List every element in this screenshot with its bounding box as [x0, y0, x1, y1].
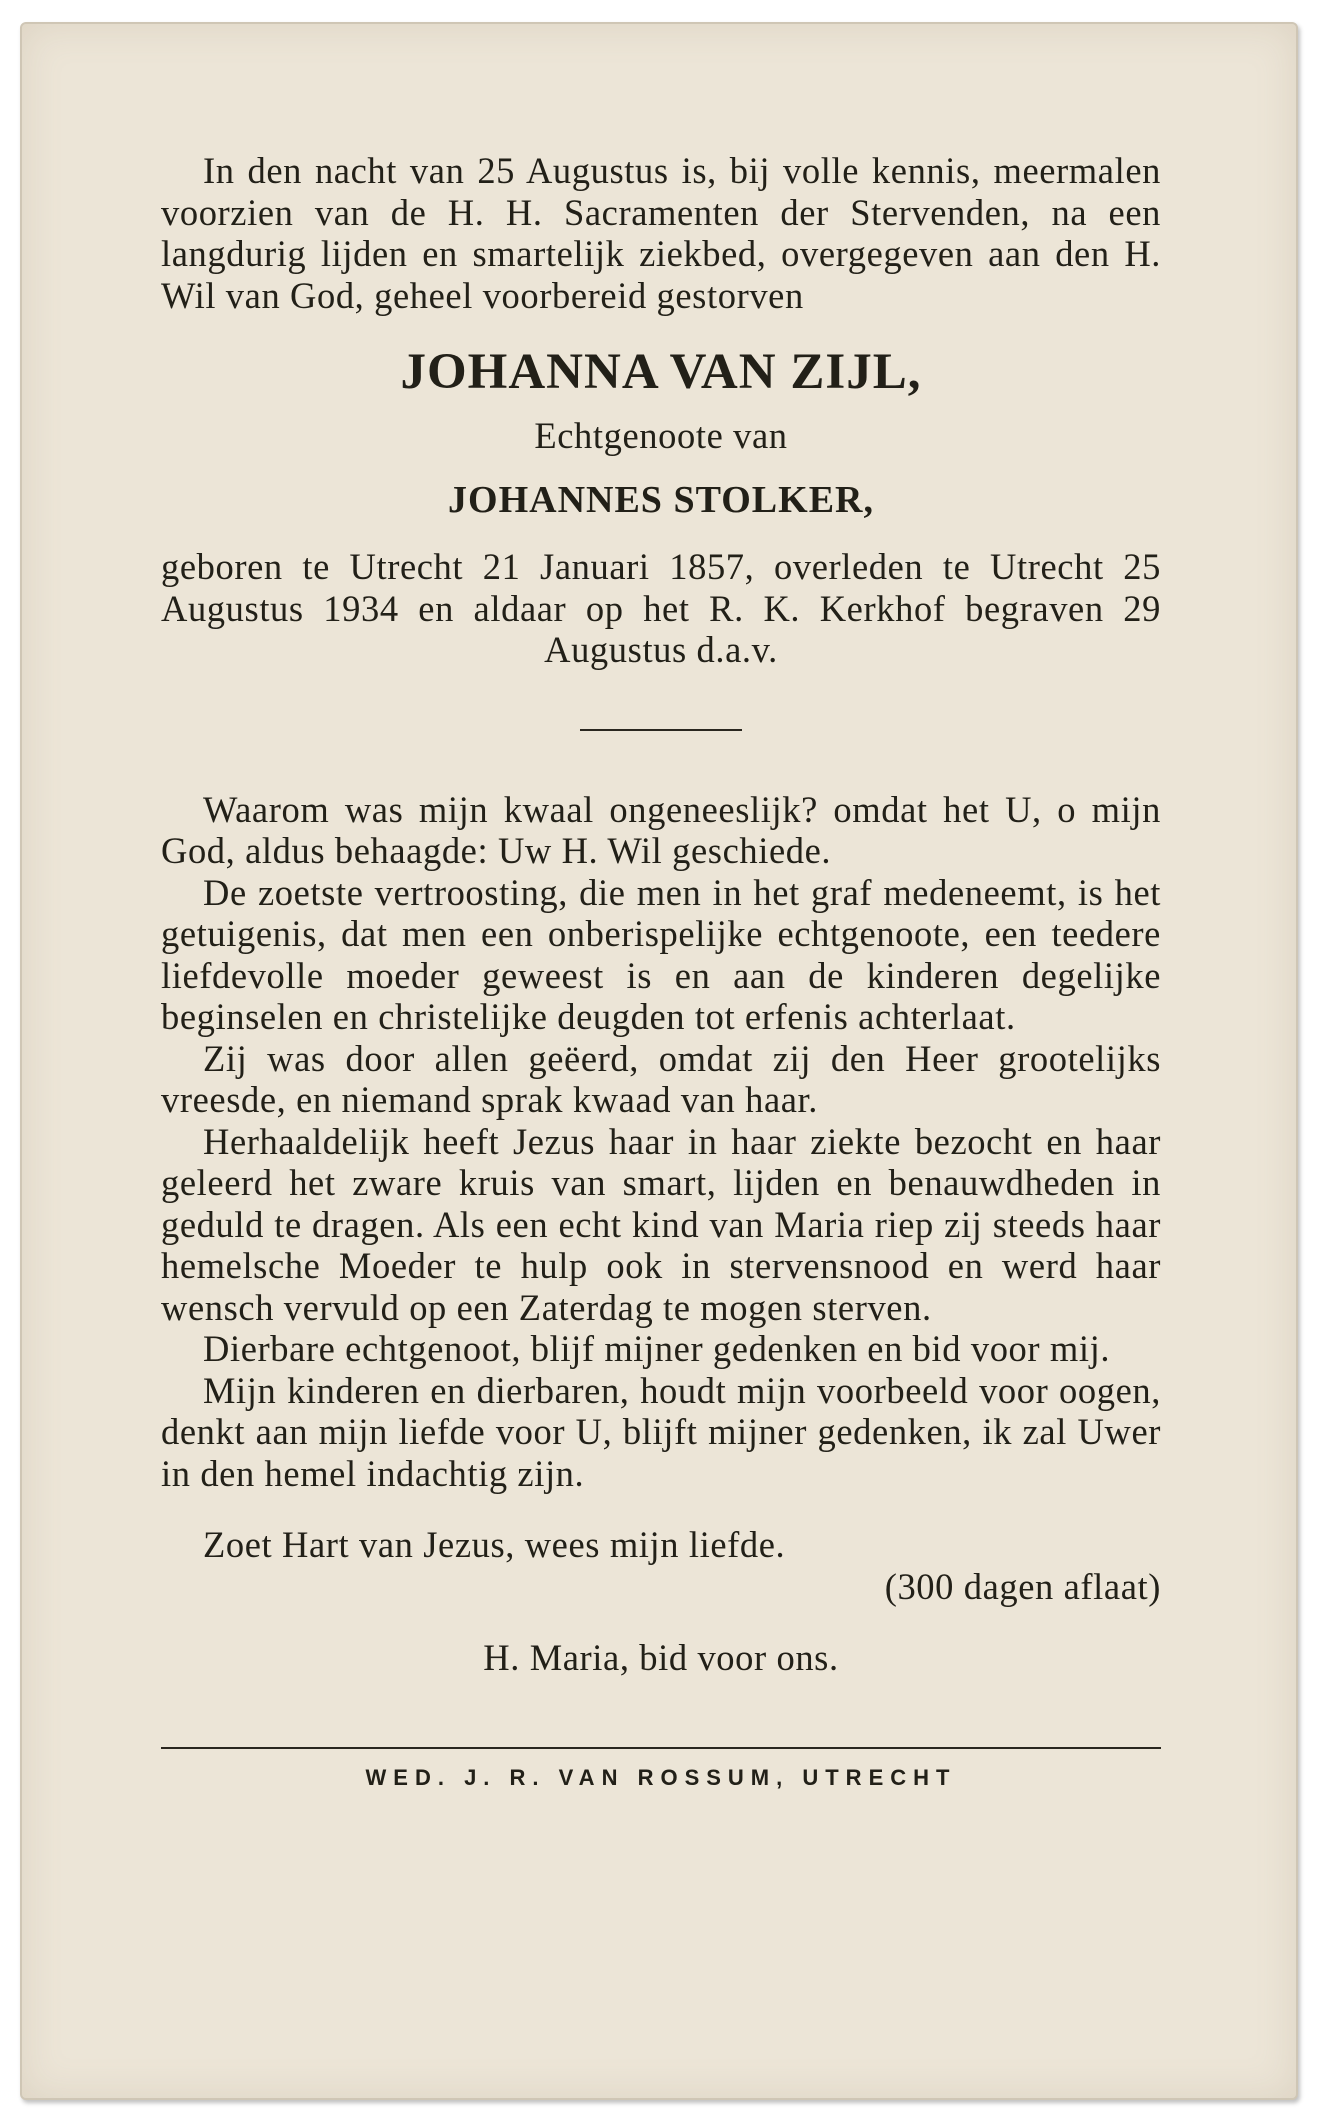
intro-text: In den nacht van 25 Augustus is, bij volle kennis, meermalen voorzien van de H. H. Sacramenten der Stervenden, na een langdurig lijden en smartelijk ziekbed, overgegeven aan den H. Wil van God, geheel voorbereid gestorven	[161, 150, 1161, 316]
card-content	[161, 150, 1161, 1791]
prayer: Zoet Hart van Jezus, wees mijn liefde.	[203, 1524, 786, 1565]
closing-prayer: H. Maria, bid voor ons.	[483, 1637, 839, 1678]
memorial-text	[161, 789, 1161, 1495]
divider	[580, 729, 742, 731]
indulgence-note: (300 dagen aflaat)	[884, 1565, 1161, 1607]
spouse-name: JOHANNES STOLKER,	[448, 479, 874, 521]
deceased-name: JOHANNA VAN ZIJL,	[400, 344, 922, 400]
memorial-card	[20, 22, 1298, 2100]
birth-death-text: geboren te Utrecht 21 Januari 1857, overleden te Utrecht 25 Augustus 1934 en aldaar op het R. K. Kerkhof begraven 29 Augustus d.a.v.	[161, 546, 1161, 670]
paragraph: Herhaaldelijk heeft Jezus haar in haar ziekte bezocht en haar geleerd het zware kruis van smart, lijden en benauwdheden in geduld te dragen. Als een echt kind van Maria riep zij steeds haar hemelsche Moeder te hulp ook in stervensnood en werd haar wensch vervuld op een Zaterdag te mogen sterven.	[161, 1120, 1161, 1328]
spouse-label: Echtgenoote van	[534, 415, 788, 456]
printer-credit: WED. J. R. VAN ROSSUM, UTRECHT	[365, 1764, 957, 1790]
paragraph: Zij was door allen geëerd, omdat zij den Heer grootelijks vreesde, en niemand sprak kwaad van haar.	[161, 1037, 1161, 1120]
paragraph: De zoetste vertroosting, die men in het graf medeneemt, is het getuigenis, dat men een onberispelijke echtgenoote, een teedere liefdevolle moeder geweest is en aan de kinderen degelijke beginselen en christelijke deugden tot erfenis achterlaat.	[161, 871, 1161, 1037]
paragraph: Dierbare echtgenoot, blijf mijner gedenken en bid voor mij.	[203, 1328, 1111, 1369]
bottom-rule	[161, 1747, 1161, 1749]
paragraph: Waarom was mijn kwaal ongeneeslijk? omdat het U, o mijn God, aldus behaagde: Uw H. Wil geschiede.	[161, 788, 1161, 871]
paragraph: Mijn kinderen en dierbaren, houdt mijn voorbeeld voor oogen, denkt aan mijn liefde voor U, blijft mijner gedenken, ik zal Uwer in den hemel indachtig zijn.	[161, 1369, 1161, 1494]
